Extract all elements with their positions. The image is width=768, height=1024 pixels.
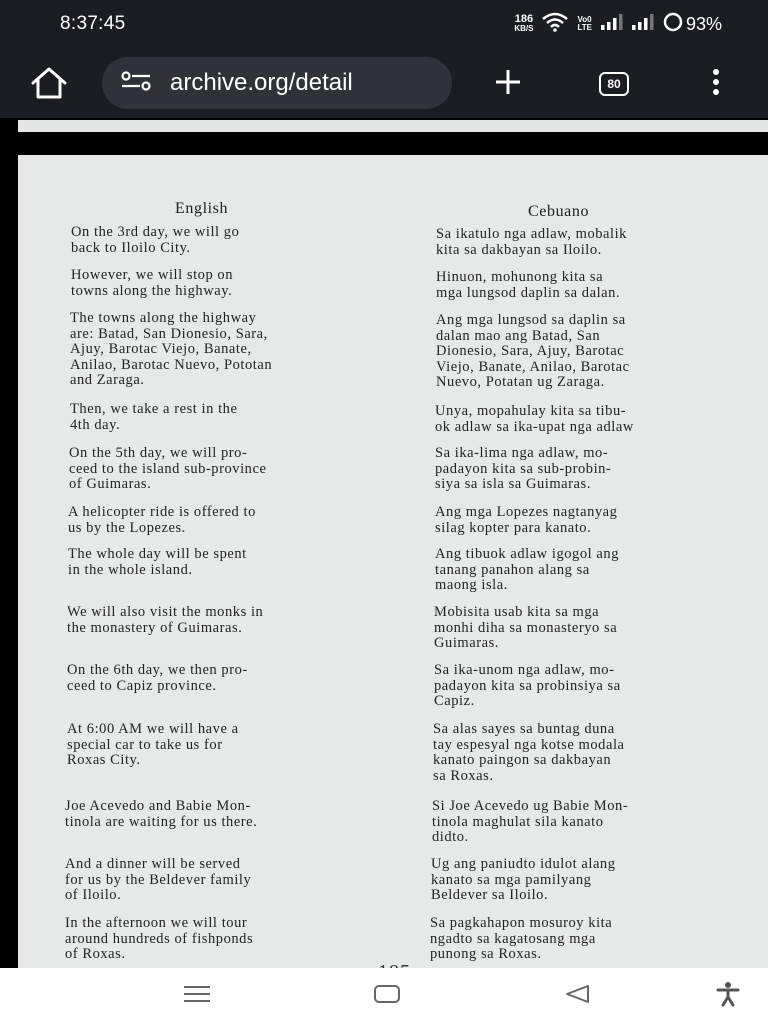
cebuano-paragraph: Ang mga Lopezes nagtanyag silag kopter para kanato. <box>435 504 618 536</box>
english-paragraph: In the afternoon we will tour around hundreds of fishponds of Roxas. <box>65 915 254 962</box>
cebuano-paragraph: Sa ika-lima nga adlaw, mo- padayon kita sa sub-probin- siya sa isla sa Guimaras. <box>435 445 612 492</box>
browser-menu-button[interactable] <box>700 64 732 104</box>
scanned-page <box>18 155 768 985</box>
back-triangle-icon <box>564 983 590 1009</box>
volte-indicator <box>577 16 592 32</box>
more-vert-icon <box>712 68 720 100</box>
previous-page-edge <box>18 120 768 132</box>
english-paragraph: The whole day will be spent in the whole island. <box>68 546 247 578</box>
home-button[interactable] <box>28 66 70 104</box>
english-paragraph: Joe Acevedo and Babie Mon- tinola are waiting for us there. <box>65 798 258 830</box>
volte-line-2: LTE <box>577 23 592 32</box>
status-bar <box>0 0 768 52</box>
back-button[interactable] <box>562 982 592 1010</box>
english-paragraph: On the 5th day, we will pro- ceed to the island sub-province of Guimaras. <box>69 445 267 492</box>
english-paragraph: And a dinner will be served for us by the Beldever family of Iloilo. <box>65 856 252 903</box>
english-column-header: English <box>175 200 229 217</box>
cebuano-paragraph: Ug ang paniudto idulot alang kanato sa mga pamilyang Beldever sa Iloilo. <box>431 856 616 903</box>
signal-icon-2 <box>632 14 654 34</box>
english-paragraph: On the 6th day, we then pro- ceed to Capiz province. <box>67 662 248 694</box>
status-icons <box>514 12 722 36</box>
address-bar[interactable] <box>102 57 452 109</box>
battery-percent: 93% <box>685 13 722 34</box>
home-nav-button[interactable] <box>372 982 402 1010</box>
site-settings-icon[interactable] <box>120 69 152 97</box>
recent-apps-button[interactable] <box>180 982 214 1010</box>
network-speed <box>514 15 533 33</box>
web-content[interactable] <box>0 118 768 968</box>
url-text[interactable]: archive.org/detail <box>170 69 353 96</box>
cebuano-paragraph: Si Joe Acevedo ug Babie Mon- tinola maghulat sila kanato didto. <box>432 798 629 845</box>
network-speed-unit: KB/S <box>514 24 534 33</box>
english-paragraph: At 6:00 AM we will have a special car to take us for Roxas City. <box>67 721 239 768</box>
cebuano-paragraph: Hinuon, mohunong kita sa mga lungsod daplin sa dalan. <box>436 269 621 301</box>
cebuano-paragraph: Unya, mopahulay kita sa tibu- ok adlaw sa ika-upat nga adlaw <box>435 403 634 435</box>
cebuano-paragraph: Sa ika-unom nga adlaw, mo- padayon kita sa probinsiya sa Capiz. <box>434 662 621 709</box>
english-paragraph: We will also visit the monks in the monastery of Guimaras. <box>67 604 264 636</box>
tab-count: 80 <box>599 72 629 96</box>
wifi-icon <box>542 12 568 36</box>
network-speed-value: 186 <box>514 13 534 25</box>
system-nav-bar <box>0 968 768 1024</box>
cebuano-paragraph: Sa pagkahapon mosuroy kita ngadto sa kagatosang mga punong sa Roxas. <box>430 915 613 962</box>
new-tab-button[interactable] <box>488 64 528 104</box>
english-paragraph: On the 3rd day, we will go back to Iloilo City. <box>71 224 240 256</box>
cebuano-column-header: Cebuano <box>528 203 590 220</box>
cebuano-paragraph: Sa ikatulo nga adlaw, mobalik kita sa dakbayan sa Iloilo. <box>436 226 627 258</box>
cebuano-paragraph: Mobisita usab kita sa mga monhi diha sa monasteryo sa Guimaras. <box>434 604 618 651</box>
cebuano-paragraph: Sa alas sayes sa buntag duna tay espesyal nga kotse modala kanato paingon sa dakbayan sa Roxas. <box>433 721 625 784</box>
accessibility-button[interactable] <box>714 982 742 1010</box>
plus-icon <box>493 67 523 101</box>
accessibility-icon <box>715 981 741 1011</box>
browser-toolbar <box>0 52 768 118</box>
square-icon <box>373 984 401 1008</box>
tab-switcher-button[interactable] <box>594 69 634 99</box>
english-paragraph: A helicopter ride is offered to us by the Lopezes. <box>68 504 256 536</box>
signal-icon <box>601 14 623 34</box>
menu-lines-icon <box>182 984 212 1008</box>
home-icon <box>30 66 68 104</box>
cebuano-paragraph: Ang mga lungsod sa daplin sa dalan mao ang Batad, San Dionesio, Sara, Ajuy, Barotac Viejo, Banate, Anilao, Barotac Nuevo, Potatan ug Zaraga. <box>436 312 630 390</box>
battery <box>663 12 722 36</box>
cebuano-paragraph: Ang tibuok adlaw igogol ang tanang panahon alang sa maong isla. <box>435 546 619 593</box>
english-paragraph: The towns along the highway are: Batad, San Dionesio, Sara, Ajuy, Barotac Viejo, Banate, Anilao, Barotac Nuevo, Pototan and Zaraga. <box>70 310 273 388</box>
status-time: 8:37:45 <box>60 13 126 34</box>
volte-line-1: Vo0 <box>577 15 592 24</box>
english-paragraph: However, we will stop on towns along the highway. <box>71 267 234 299</box>
english-paragraph: Then, we take a rest in the 4th day. <box>70 401 238 433</box>
battery-icon <box>663 12 683 36</box>
